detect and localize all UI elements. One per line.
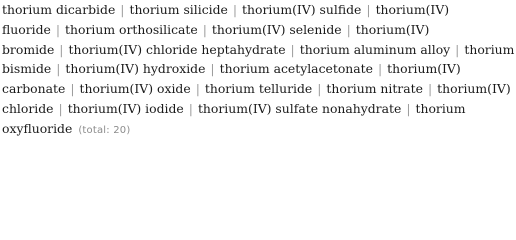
separator: |: [188, 100, 193, 116]
separator: |: [290, 41, 295, 57]
separator: |: [58, 100, 63, 116]
list-item: thorium(IV) hydroxide: [65, 61, 206, 77]
list-item: thorium(IV) fluoride: [2, 2, 450, 37]
list-item: thorium(IV) bromide: [2, 21, 430, 57]
separator: |: [366, 2, 371, 17]
separator: |: [70, 81, 75, 97]
separator: |: [55, 21, 61, 37]
list-item: thorium telluride: [204, 81, 313, 97]
separator: |: [455, 41, 460, 57]
list-item: thorium(IV) chloride: [2, 81, 511, 116]
list-item: thorium nitrate: [326, 81, 423, 97]
list-item: thorium(IV) sulfide: [242, 2, 362, 17]
separator: |: [232, 2, 238, 17]
separator: |: [317, 81, 322, 97]
list-item: thorium aluminum alloy: [299, 41, 451, 57]
separator: |: [202, 21, 207, 37]
separator: |: [346, 21, 351, 37]
total-count: (total: 20): [78, 124, 131, 136]
list-item: thorium(IV) carbonate: [2, 61, 461, 97]
list-item: thorium(IV) iodide: [67, 100, 184, 116]
separator: |: [120, 2, 125, 17]
list-item: thorium orthosilicate: [65, 21, 198, 37]
list-item: thorium(IV) chloride heptahydrate: [68, 41, 286, 57]
list-item: thorium silicide: [129, 2, 228, 17]
list-item: thorium(IV) oxide: [79, 81, 191, 97]
separator: |: [56, 61, 61, 77]
list-item: thorium(IV) selenide: [211, 21, 342, 37]
separator: |: [427, 81, 433, 97]
list-item: thorium(IV) sulfate nonahydrate: [197, 100, 402, 116]
list-item: thorium bismide: [2, 41, 515, 77]
separator: |: [195, 81, 200, 97]
separator: |: [210, 61, 215, 77]
separator: |: [59, 41, 64, 57]
list-item: thorium oxyfluoride: [2, 100, 466, 136]
separator: |: [377, 61, 383, 77]
list-item: thorium dicarbide: [2, 2, 116, 17]
list-item: thorium acetylacetonate: [219, 61, 373, 77]
separator: |: [406, 100, 411, 116]
